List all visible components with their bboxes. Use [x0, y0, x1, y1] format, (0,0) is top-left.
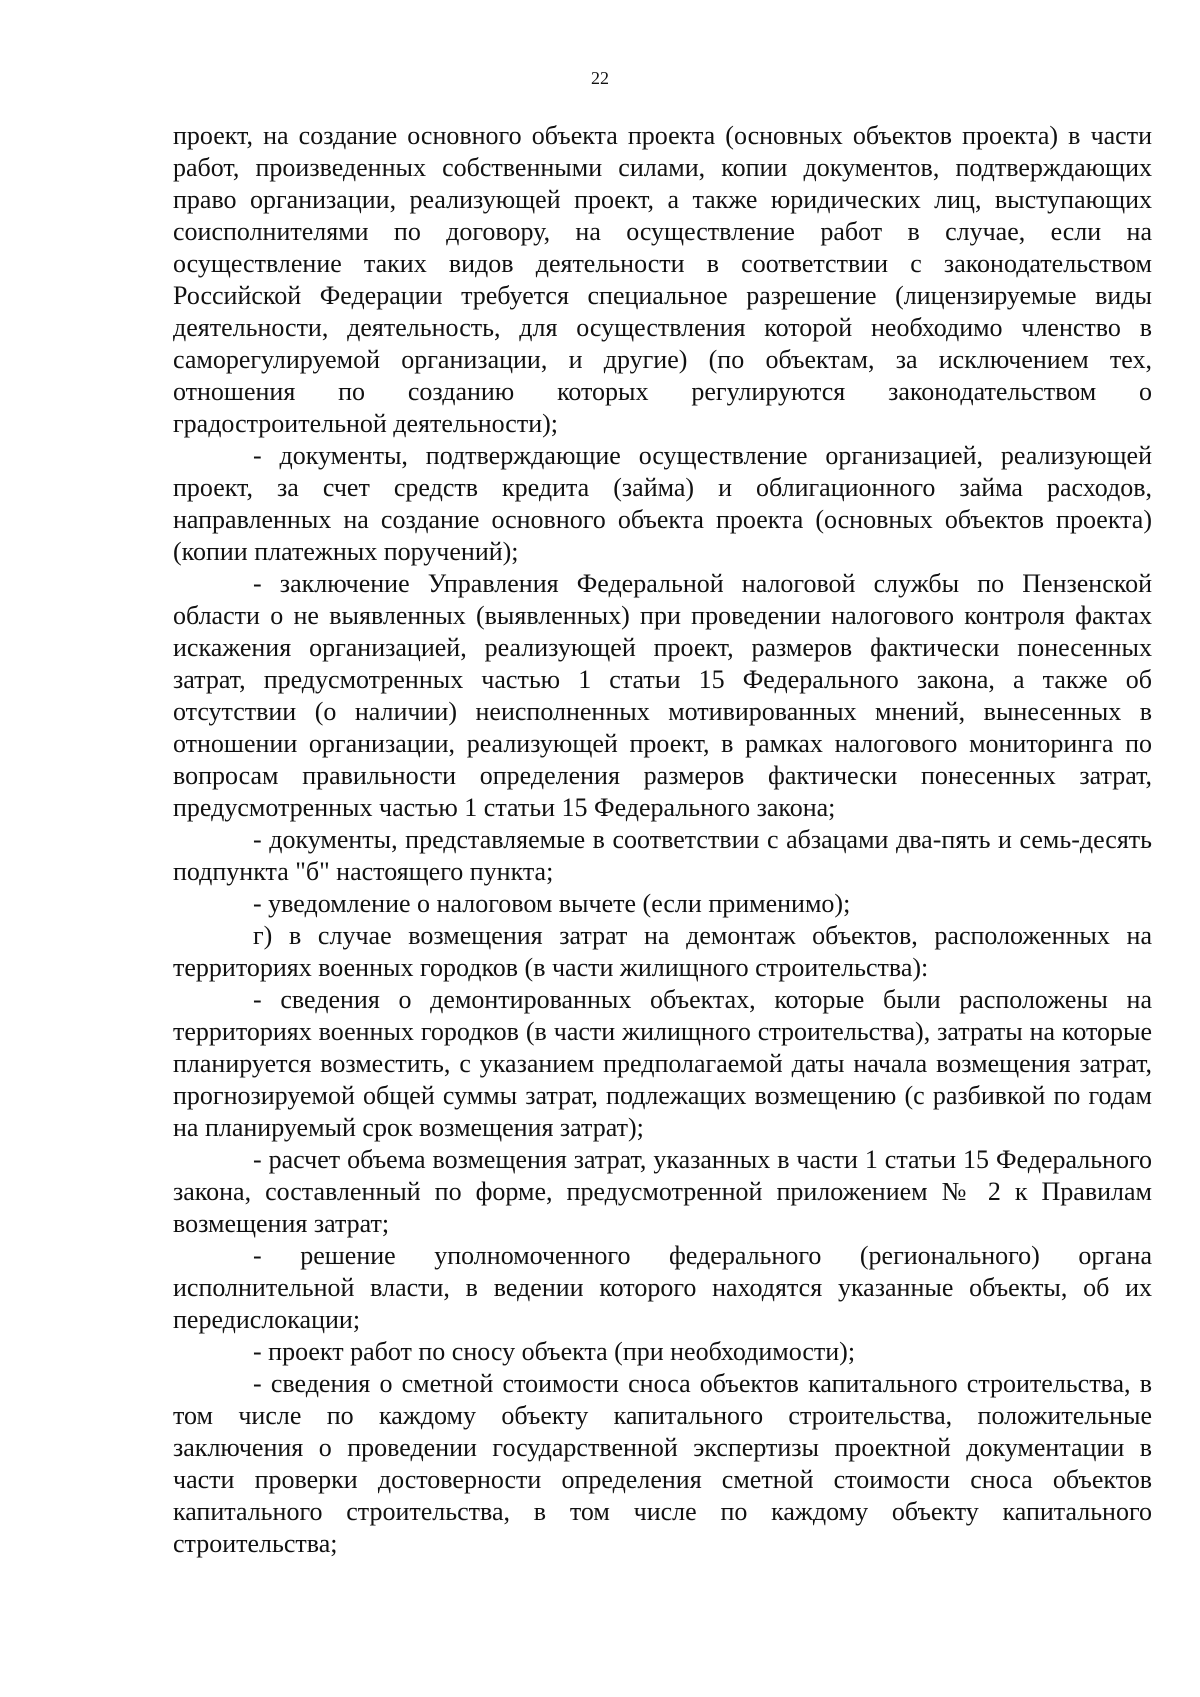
paragraph-submitted-documents: - документы, представляемые в соответствии с абзацами два-пять и семь-десять подпункта "б" настоящего пункта;: [173, 825, 1152, 886]
paragraph-demolished-objects-info: - сведения о демонтированных объектах, которые были расположены на территориях военных городков (в части жилищного строительства), затраты на которые планируется возместить, с указанием предполагаемой даты начала возмещения затрат, прогнозируемой общей суммы затрат, подлежащих возмещению (с разбивкой по годам на планируемый срок возмещения затрат);: [173, 985, 1152, 1142]
paragraph-relocation-decision: - решение уполномоченного федерального (регионального) органа исполнительной власти, в ведении которого находятся указанные объекты, об их передислокации;: [173, 1241, 1152, 1334]
paragraph-project-documents: проект, на создание основного объекта проекта (основных объектов проекта) в части работ, произведенных собственными силами, копии документов, подтверждающих право организации, реализующей проект, а также юридических лиц, выступающих соисполнителями по договору, на осуществление работ в случае, если на осуществление таких видов деятельности в соответствии с законодательством Российской Федерации требуется специальное разрешение (лицензируемые виды деятельности, деятельность, для осуществления которой необходимо членство в саморегулируемой организации, и другие) (по объектам, за исключением тех, отношения по созданию которых регулируются законодательством о градостроительной деятельности);: [173, 121, 1152, 438]
paragraph-credit-documents: - документы, подтверждающие осуществление организацией, реализующей проект, за счет средств кредита (займа) и облигационного займа расходов, направленных на создание основного объекта проекта (основных объектов проекта) (копии платежных поручений);: [173, 441, 1152, 566]
paragraph-reimbursement-calculation: - расчет объема возмещения затрат, указанных в части 1 статьи 15 Федерального закона, составленный по форме, предусмотренной приложением № 2 к Правилам возмещения затрат;: [173, 1145, 1152, 1238]
document-body: [173, 120, 1152, 1560]
paragraph-demolition-cost-estimate: - сведения о сметной стоимости сноса объектов капитального строительства, в том числе по каждому объекту капитального строительства, положительные заключения о проведении государственной экспертизы проектной документации в части проверки достоверности определения сметной стоимости сноса объектов капитального строительства, в том числе по каждому объекту капитального строительства;: [173, 1369, 1152, 1558]
paragraph-tax-service-conclusion: - заключение Управления Федеральной налоговой службы по Пензенской области о не выявленных (выявленных) при проведении налогового контроля фактах искажения организацией, реализующей проект, размеров фактически понесенных затрат, предусмотренных частью 1 статьи 15 Федерального закона, а также об отсутствии (о наличии) неисполненных мотивированных мнений, вынесенных в отношении организации, реализующей проект, в рамках налогового мониторинга по вопросам правильности определения размеров фактически понесенных затрат, предусмотренных частью 1 статьи 15 Федерального закона;: [173, 569, 1152, 822]
paragraph-tax-deduction-notice: - уведомление о налоговом вычете (если применимо);: [253, 889, 851, 918]
page-number: 22: [591, 68, 609, 88]
paragraph-demolition-project: - проект работ по сносу объекта (при необходимости);: [253, 1337, 856, 1366]
paragraph-demolition-costs: г) в случае возмещения затрат на демонтаж объектов, расположенных на территориях военных городков (в части жилищного строительства):: [173, 921, 1152, 982]
